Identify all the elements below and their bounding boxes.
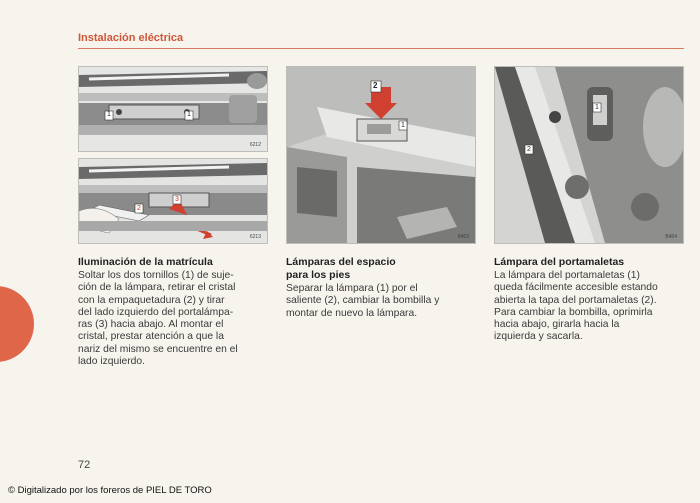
trunk-lamp-title: Lámpara del portamaletas — [494, 256, 625, 268]
figure-callout: 1 — [107, 111, 111, 118]
chapter-tab — [0, 286, 34, 362]
header-rule — [78, 48, 684, 49]
figure-callout: 2 — [373, 81, 378, 90]
trunk-lamp-body: La lámpara del portamaletas (1) queda fácilmente accesible estando abierta la tapa del portamaletas (2). Para cambiar la bombilla, oprimirla hacia abajo, girarla hacia la izquierda y sacarla. — [494, 270, 658, 343]
footwell-lamp-body: Separar la lámpara (1) por el saliente (2), cambiar la bombilla y montar de nuevo la lámpara. — [286, 283, 440, 319]
figure-callout: 2 — [527, 146, 531, 153]
figure-callout: 1 — [187, 111, 191, 118]
license-lamp-body: Soltar los dos tornillos (1) de suje- ción de la lámpara, retirar el cristal con la empaquetadura (2) y tirar del lado izquierdo del portalámpa- ras (3) hacia abajo. Al montar el cristal, prestar atención a que la nariz del mismo se encuentre en el lado izquierdo. — [78, 270, 238, 368]
scan-credit: © Digitalizado por los foreros de PIEL DE TORO — [8, 485, 212, 496]
figure-callout: 1 — [401, 122, 405, 129]
figure-callout: 2 — [137, 205, 141, 212]
section-title: Instalación eléctrica — [78, 32, 184, 44]
figure-code: 8463 — [457, 234, 469, 240]
footwell-lamp-title: Lámparas del espacio para los pies — [286, 256, 396, 281]
figure-code: 6213 — [249, 234, 261, 240]
page-number: 72 — [78, 459, 91, 471]
license-lamp-title: Iluminación de la matrícula — [78, 256, 213, 268]
figure-callout: 3 — [175, 196, 179, 203]
figure-code: 6212 — [249, 142, 261, 148]
figure-footwell-lamp — [286, 66, 476, 244]
figure-trunk-lamp — [494, 66, 684, 244]
figure-code: B464 — [665, 234, 677, 240]
figure-callout: 1 — [595, 104, 599, 111]
figure-license-lamp-removal — [78, 158, 268, 244]
figure-license-lamp — [78, 66, 268, 152]
